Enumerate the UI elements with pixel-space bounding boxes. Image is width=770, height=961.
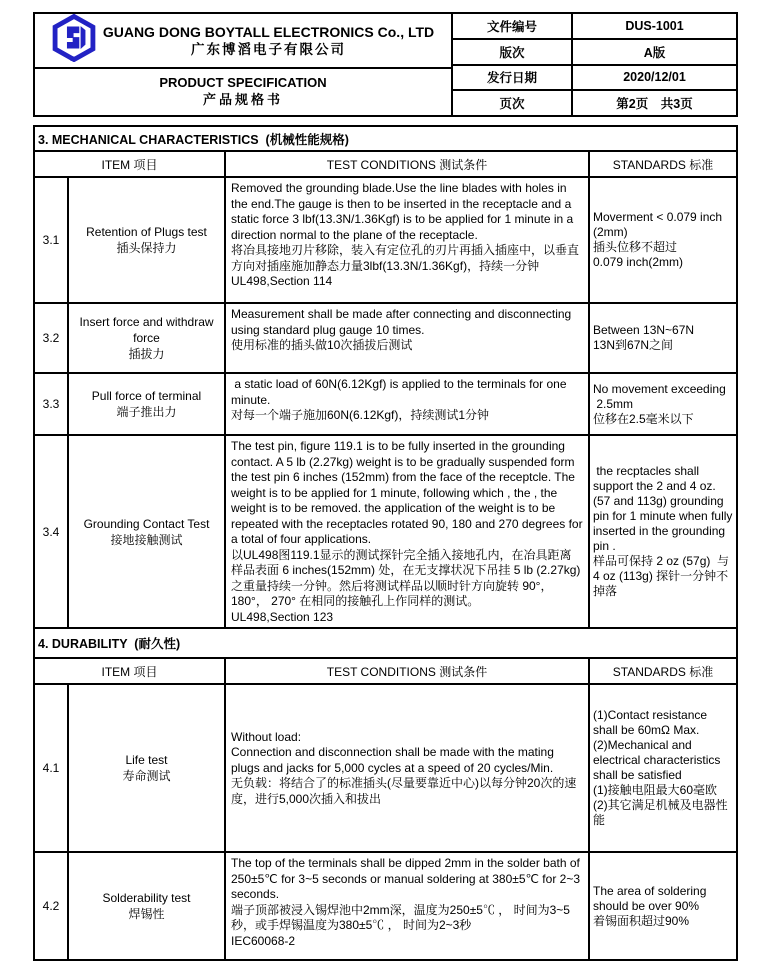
col-header-conditions: TEST CONDITIONS 测试条件 [226, 152, 590, 178]
row-3-1-standards: Moverment < 0.079 inch (2mm) 插头位移不超过 0.079 inch(2mm) [590, 178, 736, 304]
durability-table [33, 659, 738, 961]
col-header-item-2: ITEM 项目 [35, 659, 226, 685]
company-banner [35, 14, 451, 69]
row-4-2-number: 4.2 [35, 853, 69, 959]
row-3-4-number: 3.4 [35, 436, 69, 627]
document-title [35, 69, 451, 113]
row-3-4-standards: the recptacles shall support the 2 and 4 oz.(57 and 113g) grounding pin for 1 minute when fully inserted in the grounding pin . 样品可保持 2 oz (57g) 与 4 oz (113g) 探针一分钟不掉落 [593, 464, 733, 598]
row-3-2-number: 3.2 [35, 304, 69, 374]
row-4-1-number: 4.1 [35, 685, 69, 853]
row-3-2-conditions: Measurement shall be made after connecting and disconnecting using standard plug gauge 10 times. 使用标准的插头做10次插拔后测试 [226, 304, 590, 374]
row-4-1-item: Life test 寿命测试 [69, 685, 226, 853]
col-header-conditions-2: TEST CONDITIONS 测试条件 [226, 659, 590, 685]
row-4-2-item: Solderability test 焊锡性 [69, 853, 226, 959]
row-3-3-conditions: a static load of 60N(6.12Kgf) is applied to the terminals for one minute. 对每一个端子施加60N(6.12Kgf)，持续测试1分钟 [226, 374, 590, 436]
revision-value: A版 [573, 40, 736, 66]
mechanical-characteristics-table [33, 152, 738, 629]
row-3-1-number: 3.1 [35, 178, 69, 304]
row-3-3-item: Pull force of terminal 端子推出力 [69, 374, 226, 436]
revision-label: 版次 [453, 40, 573, 66]
row-3-1-item: Retention of Plugs test 插头保持力 [69, 178, 226, 304]
issue-date-label: 发行日期 [453, 66, 573, 92]
row-3-1-conditions: Removed the grounding blade.Use the line blades with holes in the end.The gauge is then to be inserted in the receptacle and a static force 3 lbf(13.3N/1.36Kgf) is to be applied for 1 minute in a direction normal to the plane of the receptacle. 将冶具接地刃片移除，装入有定位孔的刃片再插入插座中，以垂直方向对插座施加静态力量3lbf(13.3N/1.36Kgf)，持续一分钟 UL498,Section 114 [226, 178, 590, 304]
header-left [35, 14, 453, 115]
col-header-item: ITEM 项目 [35, 152, 226, 178]
col-header-standards: STANDARDS 标准 [590, 152, 736, 178]
section-3-title: 3. MECHANICAL CHARACTERISTICS (机械性能规格) [33, 125, 738, 152]
document-info-table [453, 14, 736, 115]
row-3-4-item: Grounding Contact Test 接地接触测试 [69, 436, 226, 627]
document-title-cn: 产品规格书 [202, 91, 283, 107]
issue-date-value: 2020/12/01 [573, 66, 736, 92]
document-header [33, 12, 738, 117]
row-4-2-standards: The area of soldering should be over 90% 着锡面积超过90% [593, 883, 707, 928]
col-header-standards-2: STANDARDS 标准 [590, 659, 736, 685]
company-logo-icon [52, 14, 96, 67]
section-4-title: 4. DURABILITY (耐久性) [33, 629, 738, 659]
page-number-value: 第2页 共3页 [616, 97, 693, 112]
row-3-2-item: Insert force and withdraw force 插拔力 [69, 304, 226, 374]
row-3-4-conditions: The test pin, figure 119.1 is to be fully inserted in the grounding contact. A 5 lb (2.27kg) weight is to be gradually suspended form the test pin 6 inches (152mm) from the face of the receptcle. The weight is to be applied for 1 minute, following which , the , the weight is to be removed. the application of the weight is to be repeated with the receptacles rotated 90, 180 and 270 degrees for a total of four applications. 以UL498图119.1显示的测试探针完全插入接地孔内，在冶具距离样品表面 6 inches(152mm) 处，在无支撑状况下吊挂 5 lb (2.27kg) 之重量持续一分钟。然后将测试样品以顺时针方向旋转 90°，180°， 270° 在相同的接触孔上作同样的测试。 UL498,Section 123 [226, 436, 590, 627]
company-name-en: GUANG DONG BOYTALL ELECTRONICS Co., LTD [102, 23, 435, 40]
doc-number-label: 文件编号 [453, 14, 573, 40]
doc-number-value: DUS-1001 [573, 14, 736, 40]
row-4-1-conditions: Without load: Connection and disconnection shall be made with the mating plugs and jacks for 5,000 cycles at a speed of 20 cycles/Min. 无负载：将结合了的标准插头(尽量要靠近中心)以每分钟20次的速度，进行5,000次插入和拔出 [226, 685, 590, 853]
row-4-2-conditions: The top of the terminals shall be dipped 2mm in the solder bath of 250±5℃ for 3~5 seconds or manual soldering at 380±5℃ for 2~3 seconds. 端子顶部被浸入锡焊池中2mm深，温度为250±5℃ ， 时间为3~5秒，或手焊锡温度为380±5℃ ， 时间为2~3秒 IEC60068-2 [226, 853, 590, 959]
row-4-1-standards: (1)Contact resistance shall be 60mΩ Max. (2)Mechanical and electrical characteristics shall be satisfied (1)接触电阻最大60毫欧 (2)其它满足机械及电器性能 [590, 685, 736, 853]
row-3-2-standards: Between 13N~67N 13N到67N之间 [590, 304, 736, 374]
document-title-en: PRODUCT SPECIFICATION [159, 74, 327, 90]
row-3-3-standards: No movement exceeding 2.5mm 位移在2.5毫米以下 [590, 374, 736, 436]
company-name-cn: 广东博滔电子有限公司 [190, 41, 346, 57]
page-number-label: 页次 [453, 91, 573, 115]
row-3-3-number: 3.3 [35, 374, 69, 436]
